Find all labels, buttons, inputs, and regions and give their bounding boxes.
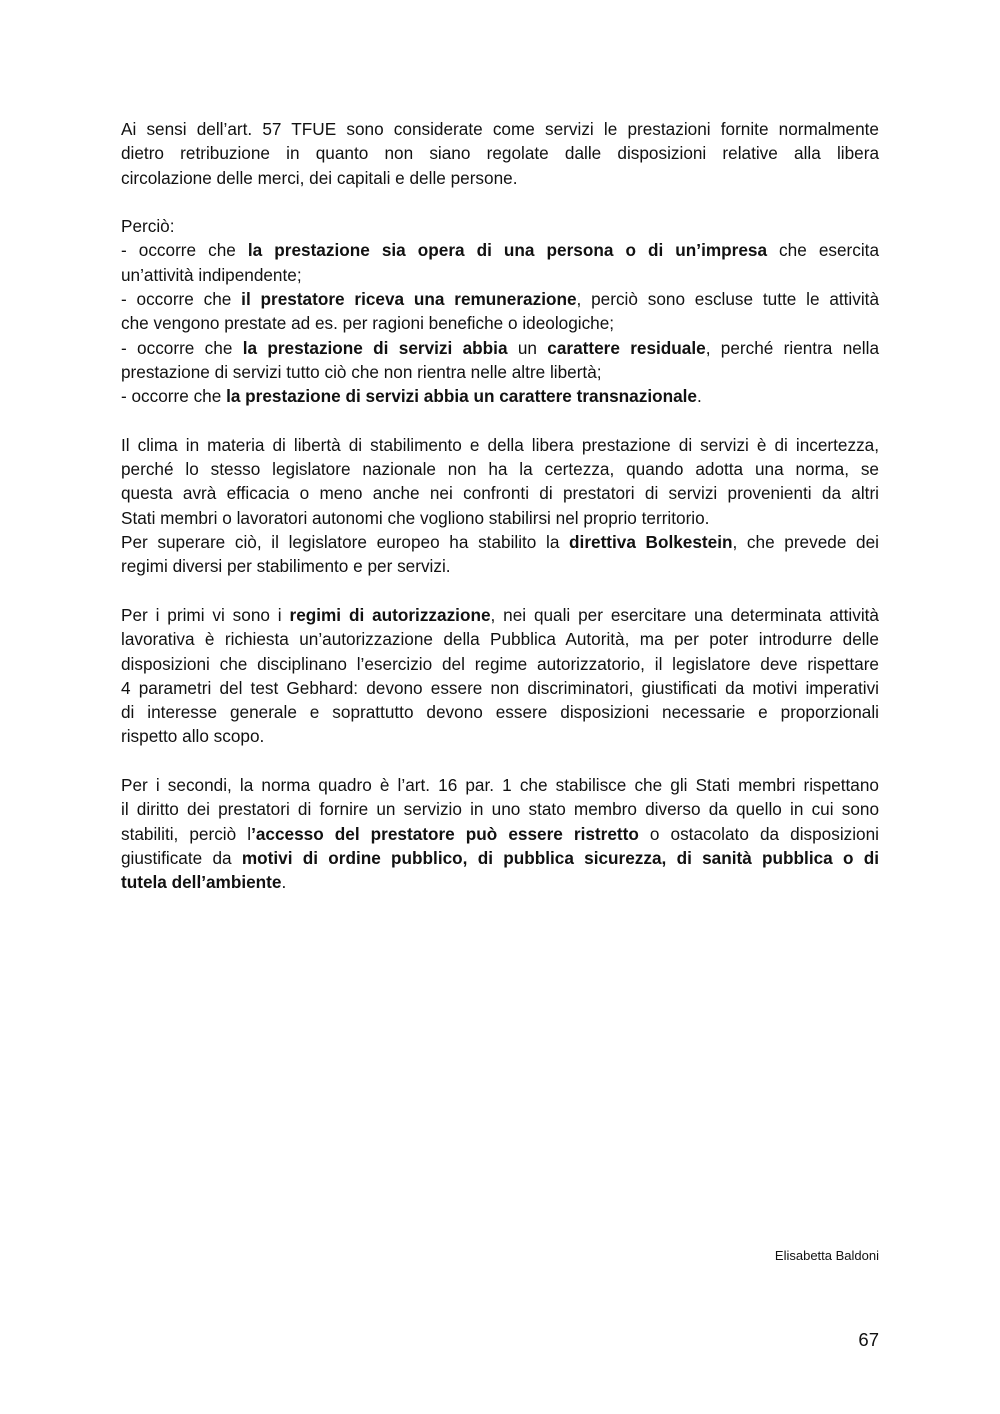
text-line: regimi diversi per stabilimento e per servizi. [121,556,451,577]
text-span: un [507,337,548,358]
bold-text: la prestazione di servizi abbia [242,337,508,358]
text-line: il diritto dei prestatori di fornire un servizio in uno stato membro diverso da quello in cui sono [121,799,879,820]
text-span: , perché rientra nella [705,337,880,358]
list-item-3-line [121,336,879,360]
text-line: di interesse generale e soprattutto devono essere disposizioni necessarie e proporzionali [121,702,879,723]
paragraph-uncertainty [121,433,879,579]
text-span: . [281,872,287,893]
text-span: - occorre che [121,386,227,407]
text-span: stabiliti, perciò l [121,823,252,844]
document-body [121,117,879,919]
text-span: - occorre che [121,240,248,261]
text-line: Il clima in materia di libertà di stabilimento e della libera prestazione di servizi è di incertezza, [121,434,879,455]
list-item-2-line [121,287,879,311]
text-line [121,822,879,846]
text-line: Stati membri o lavoratori autonomi che vogliono stabilirsi nel proprio territorio. [121,507,710,528]
bold-text: tutela dell’ambiente [121,872,282,893]
text-span: o ostacolato da disposizioni [638,823,879,844]
text-span: . [697,386,702,407]
text-span: Per superare ciò, il legislatore europeo ha stabilito la [121,532,570,553]
list-item-1-line [121,238,879,262]
bold-text: direttiva Bolkestein [569,532,733,553]
text-line: Per i secondi, la norma quadro è l’art. 16 par. 1 che stabilisce che gli Stati membri rispettano [121,775,879,796]
text-line: dietro retribuzione in quanto non siano regolate dalle disposizioni relative alla libera [121,143,879,164]
text-span: Per i primi vi sono i [121,604,290,625]
bold-text: carattere residuale [547,337,706,358]
paragraph-authorization-regimes [121,603,879,749]
text-span: , che prevede dei [732,532,879,553]
list-intro: Perciò: [121,216,175,237]
list-item-3-continuation: prestazione di servizi tutto ciò che non rientra nelle altre libertà; [121,361,602,382]
text-line: rispetto allo scopo. [121,726,265,747]
bold-text: ’accesso del prestatore può essere ristretto [251,823,639,844]
list-item-2-continuation: che vengono prestate ad es. per ragioni benefiche o ideologiche; [121,313,615,334]
text-line: Ai sensi dell’art. 57 TFUE sono considerate come servizi le prestazioni fornite normalmente [121,119,879,139]
text-line [121,870,879,894]
bold-text: motivi di ordine pubblico, di pubblica sicurezza, di sanità pubblica o di [241,847,880,868]
text-line [121,846,879,870]
bold-text: il prestatore riceva una remunerazione [241,289,577,310]
list-item-4-line [121,384,879,408]
text-line: 4 parametri del test Gebhard: devono essere non discriminatori, giustificati da motivi imperativi [121,677,879,698]
text-span: , nei quali per esercitare una determinata attività [490,604,879,625]
text-line [121,530,879,554]
bold-text: regimi di autorizzazione [289,604,491,625]
text-span: che esercita [767,240,879,261]
text-line: questa avrà efficacia o meno anche nei confronti di prestatori di servizi provenienti da altri [121,483,879,504]
text-line: disposizioni che disciplinano l’esercizio del regime autorizzatorio, il legislatore deve rispettare [121,653,879,674]
paragraph-requirements-list [121,214,879,408]
list-item-1-continuation: un’attività indipendente; [121,264,302,285]
author-name: Elisabetta Baldoni [774,1248,879,1263]
text-span: giustificate da [121,847,242,868]
text-line: lavorativa è richiesta un’autorizzazione della Pubblica Autorità, ma per poter introdurre delle [121,629,879,650]
text-line: circolazione delle merci, dei capitali e delle persone. [121,167,518,188]
text-line: perché lo stesso legislatore nazionale non ha la certezza, quando adotta una norma, se [121,459,879,480]
bold-text: la prestazione di servizi abbia un carattere transnazionale [226,386,697,407]
text-line [121,603,879,627]
paragraph-article-16 [121,773,879,894]
text-span: , perciò sono escluse tutte le attività [576,289,879,310]
text-span: - occorre che [121,337,243,358]
paragraph-services-definition [121,117,879,190]
page-number: 67 [858,1329,879,1350]
bold-text: la prestazione sia opera di una persona o di un’impresa [247,240,768,261]
text-span: - occorre che [121,289,242,310]
